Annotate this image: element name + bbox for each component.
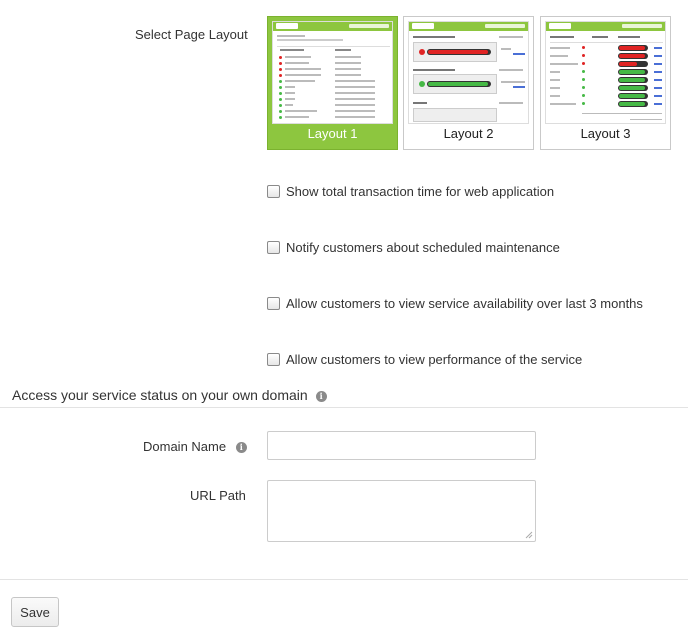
layout-3-preview: [545, 21, 666, 124]
checkbox-icon[interactable]: [267, 353, 280, 366]
option-label: Notify customers about scheduled maintenance: [286, 239, 560, 255]
info-icon[interactable]: i: [316, 391, 327, 402]
layout-option-2[interactable]: [403, 16, 534, 150]
save-button[interactable]: Save: [11, 597, 59, 627]
option-label: Allow customers to view performance of the service: [286, 351, 583, 367]
option-show-transaction-time[interactable]: [267, 183, 554, 199]
layout-option-3[interactable]: [540, 16, 671, 150]
checkbox-icon[interactable]: [267, 241, 280, 254]
layout-1-preview: [272, 21, 393, 124]
layout-3-label: Layout 3: [580, 126, 631, 141]
domain-section-title: Access your service status on your own domain: [12, 387, 308, 403]
domain-name-label: [143, 439, 247, 454]
url-path-textarea[interactable]: [267, 480, 536, 542]
layout-1-label: Layout 1: [307, 126, 358, 141]
checkbox-icon[interactable]: [267, 297, 280, 310]
option-notify-maintenance[interactable]: [267, 239, 560, 255]
option-label: Allow customers to view service availability over last 3 months: [286, 295, 643, 311]
domain-name-input[interactable]: [267, 431, 536, 460]
domain-name-label-text: Domain Name: [143, 439, 227, 454]
resize-grip-icon[interactable]: [525, 531, 533, 539]
footer-divider: [0, 579, 688, 580]
option-availability-3-months[interactable]: [267, 295, 643, 311]
select-page-layout-label: Select Page Layout: [135, 27, 248, 42]
checkbox-icon[interactable]: [267, 185, 280, 198]
layout-option-1[interactable]: [267, 16, 398, 150]
domain-section-heading: [12, 387, 327, 403]
option-view-performance[interactable]: [267, 351, 582, 367]
layout-2-preview: [408, 21, 529, 124]
section-divider: [0, 407, 688, 408]
layout-2-label: Layout 2: [443, 126, 494, 141]
info-icon[interactable]: i: [236, 442, 247, 453]
url-path-label: URL Path: [190, 488, 246, 503]
option-label: Show total transaction time for web application: [286, 183, 555, 199]
